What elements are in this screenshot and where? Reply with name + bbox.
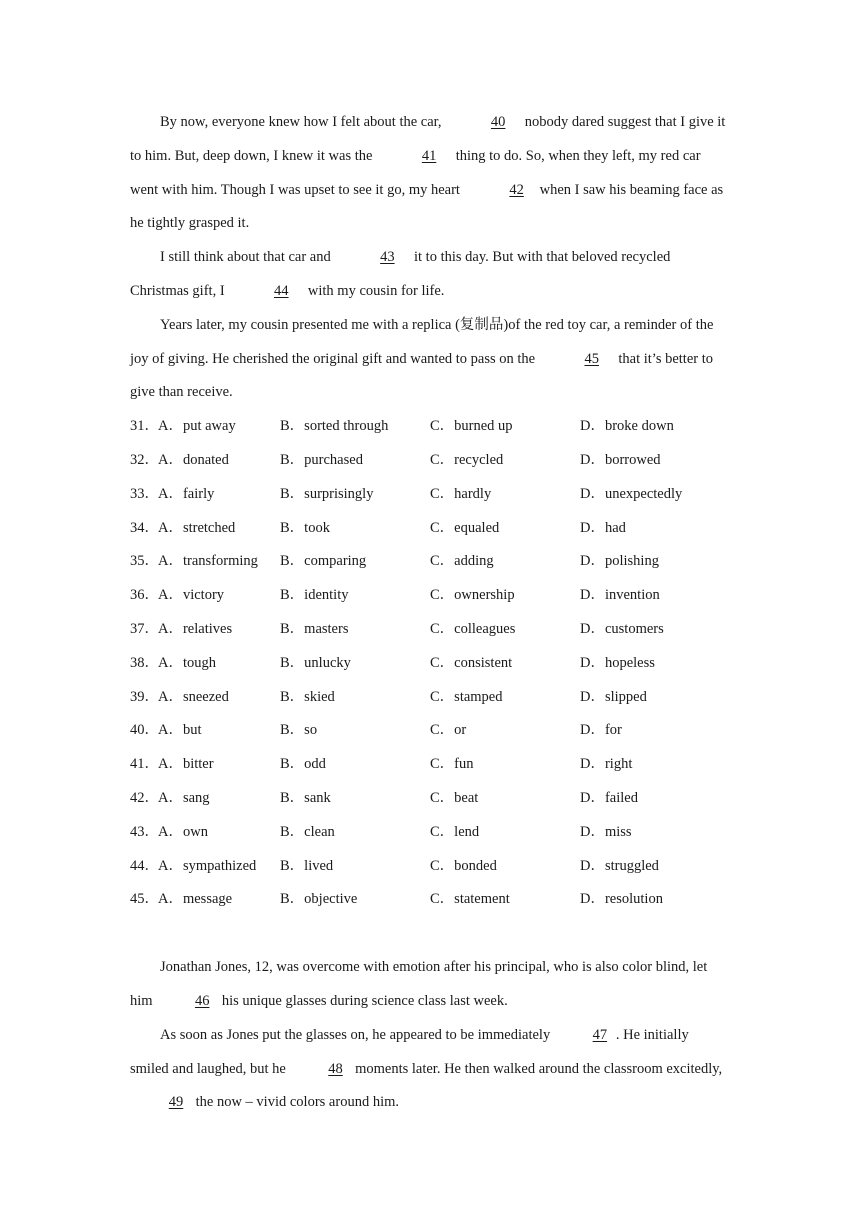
question-number: 36． — [130, 587, 159, 604]
option-a[interactable]: A．but — [158, 722, 202, 739]
passage-text: nobody dared suggest that I give it to him. But, deep down, I knew it was the — [130, 114, 726, 164]
option-b[interactable]: B．masters — [280, 620, 349, 637]
option-a[interactable]: A．sympathized — [158, 857, 257, 874]
question-row — [130, 748, 730, 782]
option-c[interactable]: C．stamped — [430, 688, 503, 705]
question-number: 43． — [130, 823, 159, 840]
question-row — [130, 816, 730, 850]
option-a[interactable]: A．message — [158, 891, 233, 908]
option-b[interactable]: B．lived — [280, 857, 334, 874]
blank-42[interactable]: 42 — [509, 181, 524, 198]
question-number: 33． — [130, 485, 159, 502]
option-a[interactable]: A．transforming — [158, 553, 258, 570]
option-a[interactable]: A．own — [158, 823, 208, 840]
question-number: 31． — [130, 418, 159, 435]
passage2-paragraph-1 — [130, 951, 730, 1019]
passage-text: Years later, my cousin presented me with a replica (复制品)of the red toy car, a reminder of the joy of giving. He cherished the original gift and wanted to pass on the — [130, 316, 714, 367]
blank-48[interactable]: 48 — [328, 1060, 343, 1077]
option-d[interactable]: D．struggled — [580, 857, 659, 874]
question-number: 37． — [130, 620, 159, 637]
question-number: 38． — [130, 654, 159, 671]
option-c[interactable]: C．fun — [430, 756, 474, 773]
option-c[interactable]: C．or — [430, 722, 467, 739]
option-b[interactable]: B．sorted through — [280, 418, 389, 435]
passage-text: By now, everyone knew how I felt about the car, — [160, 114, 442, 130]
option-d[interactable]: D．right — [580, 756, 633, 773]
question-number: 34． — [130, 519, 159, 536]
passage-text: with my cousin for life. — [304, 282, 445, 299]
option-a[interactable]: A．bitter — [158, 756, 214, 773]
passage-text: I still think about that car and — [160, 249, 335, 266]
question-row — [130, 579, 730, 613]
option-b[interactable]: B．so — [280, 722, 318, 739]
question-row — [130, 512, 730, 546]
passage-text: that it’s better to give than receive. — [130, 350, 713, 401]
question-row — [130, 613, 730, 647]
option-a[interactable]: A．victory — [158, 587, 225, 604]
option-a[interactable]: A．sneezed — [158, 688, 229, 705]
option-c[interactable]: C．adding — [430, 553, 494, 570]
option-d[interactable]: D．resolution — [580, 891, 663, 908]
blank-45[interactable]: 45 — [584, 350, 599, 367]
option-c[interactable]: C．statement — [430, 891, 510, 908]
passage1-paragraph-3 — [130, 309, 730, 410]
option-c[interactable]: C．lend — [430, 823, 480, 840]
option-d[interactable]: D．had — [580, 519, 626, 536]
option-c[interactable]: C．beat — [430, 789, 479, 806]
option-d[interactable]: D．unexpectedly — [580, 485, 683, 502]
option-d[interactable]: D．broke down — [580, 418, 674, 435]
blank-40[interactable]: 40 — [490, 114, 506, 130]
option-c[interactable]: C．ownership — [430, 587, 515, 604]
option-a[interactable]: A．stretched — [158, 519, 236, 536]
question-row — [130, 782, 730, 816]
blank-49[interactable]: 49 — [168, 1094, 184, 1111]
question-row — [130, 410, 730, 444]
option-b[interactable]: B．odd — [280, 756, 326, 773]
option-b[interactable]: B．took — [280, 519, 330, 536]
question-row — [130, 647, 730, 681]
option-c[interactable]: C．equaled — [430, 519, 500, 536]
option-b[interactable]: B．purchased — [280, 451, 363, 468]
option-b[interactable]: B．surprisingly — [280, 485, 374, 502]
passage-text: As soon as Jones put the glasses on, he appeared to be immediately — [160, 1026, 554, 1043]
passage-text: his unique glasses during science class last week. — [218, 992, 508, 1009]
question-number: 42． — [130, 789, 159, 806]
option-a[interactable]: A．tough — [158, 654, 216, 671]
passage-text: thing to do. So, when they left, my red car went with him. Though I was upset to see it go, my heart — [130, 147, 701, 198]
passage2-paragraph-2 — [130, 1019, 730, 1120]
option-a[interactable]: A．put away — [158, 418, 236, 435]
option-a[interactable]: A．sang — [158, 789, 210, 806]
option-d[interactable]: D．miss — [580, 823, 632, 840]
question-number: 40． — [130, 722, 159, 739]
option-a[interactable]: A．relatives — [158, 620, 233, 637]
option-b[interactable]: B．unlucky — [280, 654, 351, 671]
option-a[interactable]: A．donated — [158, 451, 229, 468]
option-b[interactable]: B．identity — [280, 587, 349, 604]
option-d[interactable]: D．invention — [580, 587, 660, 604]
option-a[interactable]: A．fairly — [158, 485, 215, 502]
question-number: 32． — [130, 451, 159, 468]
option-c[interactable]: C．burned up — [430, 418, 513, 435]
blank-44[interactable]: 44 — [274, 282, 289, 299]
passage-text: it to this day. But with that beloved recycled Christmas gift, I — [130, 249, 671, 299]
option-d[interactable]: D．hopeless — [580, 654, 655, 671]
question-number: 39． — [130, 688, 159, 705]
blank-41[interactable]: 41 — [421, 147, 437, 164]
option-d[interactable]: D．failed — [580, 789, 638, 806]
question-number: 45． — [130, 891, 159, 908]
question-row — [130, 444, 730, 478]
option-c[interactable]: C．bonded — [430, 857, 497, 874]
option-d[interactable]: D．slipped — [580, 688, 647, 705]
passage1-paragraph-2 — [130, 241, 730, 309]
option-c[interactable]: C．hardly — [430, 485, 492, 502]
question-row — [130, 478, 730, 512]
question-row — [130, 850, 730, 884]
question-row — [130, 681, 730, 715]
option-c[interactable]: C．recycled — [430, 451, 504, 468]
option-d[interactable]: D．for — [580, 722, 622, 739]
blank-47[interactable]: 47 — [592, 1026, 608, 1043]
option-c[interactable]: C．consistent — [430, 654, 513, 671]
option-d[interactable]: D．polishing — [580, 553, 659, 570]
passage-text: . He initially smiled and laughed, but he — [130, 1026, 689, 1077]
option-b[interactable]: B．comparing — [280, 553, 367, 570]
passage-text: the now – vivid colors around him. — [192, 1094, 400, 1111]
question-row — [130, 545, 730, 579]
question-row — [130, 883, 730, 917]
option-b[interactable]: B．skied — [280, 688, 335, 705]
option-b[interactable]: B．clean — [280, 823, 335, 840]
passage1-paragraph-1 — [130, 106, 730, 241]
document-page — [130, 106, 730, 1120]
passage-text: when I saw his beaming face as he tightly grasped it. — [130, 181, 724, 232]
question-number: 35． — [130, 553, 159, 570]
blank-43[interactable]: 43 — [380, 249, 395, 266]
option-d[interactable]: D．borrowed — [580, 451, 661, 468]
passage-text: moments later. He then walked around the classroom excitedly, — [351, 1060, 723, 1077]
passage-text: Jonathan Jones, 12, was overcome with emotion after his principal, who is also color blind, let him — [130, 959, 708, 1009]
blank-46[interactable]: 46 — [194, 992, 210, 1009]
section-gap — [130, 917, 730, 951]
option-b[interactable]: B．sank — [280, 789, 331, 806]
option-c[interactable]: C．colleagues — [430, 620, 516, 637]
question-row — [130, 714, 730, 748]
answer-options-list — [130, 410, 730, 917]
option-d[interactable]: D．customers — [580, 620, 664, 637]
question-number: 41． — [130, 756, 159, 773]
option-b[interactable]: B．objective — [280, 891, 358, 908]
question-number: 44． — [130, 857, 159, 874]
